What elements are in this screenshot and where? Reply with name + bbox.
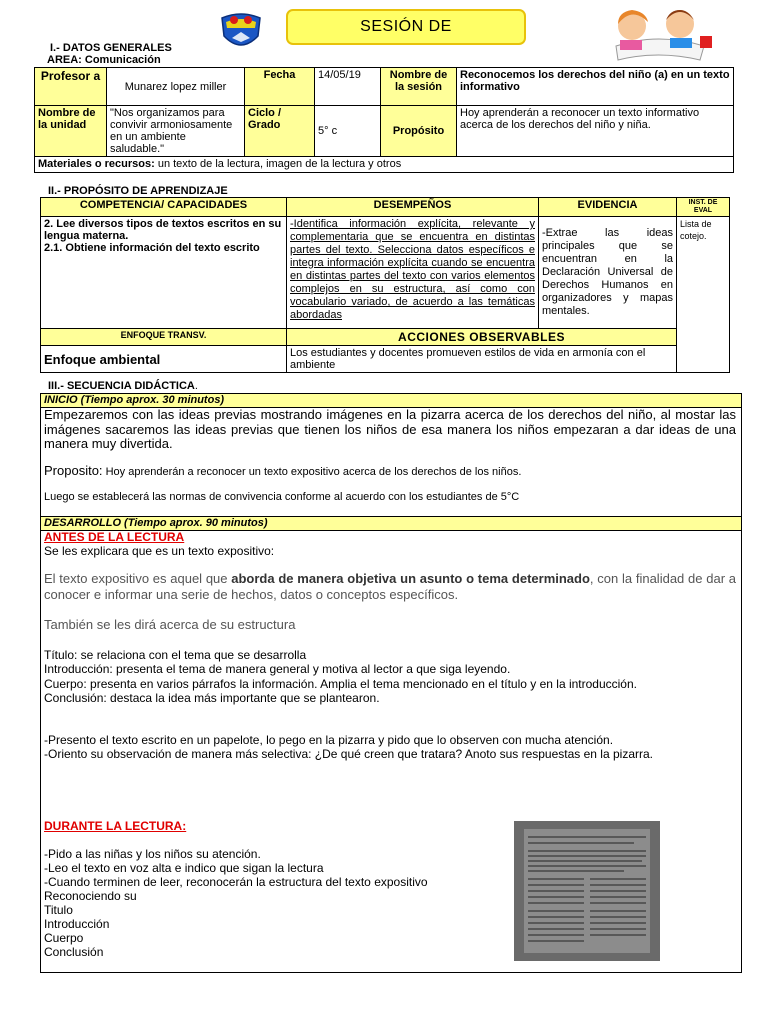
materiales-row xyxy=(35,157,734,173)
definicion-text xyxy=(44,571,736,603)
proposito-heading: II.- PROPÓSITO DE APRENDIZAJE xyxy=(48,185,228,197)
acciones-value: Los estudiantes y docentes promueven estilos de vida en armonía con el ambiente xyxy=(287,346,677,373)
titulo-line: Título: se relaciona con el tema que se desarrolla xyxy=(44,648,307,662)
reconociendo-line: Reconociendo su xyxy=(44,889,137,903)
datos-heading: I.- DATOS GENERALES xyxy=(50,42,172,54)
desempeno-cell: -Identifica información explícita, relevante y complementaria que se encuentra en distintas partes del texto. Selecciona datos específicos e integra información explícita cuando se encuentra en distintas partes del texto con varios elementos complejos en su estructura, así como con vocabulario variado, de acuerdo a las temáticas abordadas xyxy=(287,217,539,329)
list-titulo: Titulo xyxy=(44,903,73,917)
inicio-paragraph: Empezaremos con las ideas previas mostrando imágenes en la pizarra acerca de los derechos del niño, al mostar las imágenes sacaremos las ideas previas que tienen los niños de esa manera los niños empezaran a dar ideas de una manera muy divertida. xyxy=(44,407,736,451)
nombre-unidad-value: "Nos organizamos para convivir armoniosamente en un ambiente saludable." xyxy=(107,106,245,157)
normas-text: Luego se establecerá las normas de convivencia conforme al acuerdo con los estudiantes de 5°C xyxy=(44,491,520,503)
explicara-text: Se les explicara que es un texto expositivo: xyxy=(44,544,275,558)
instrumento-cell: Lista de cotejo. xyxy=(677,217,730,373)
conclusion-line: Conclusión: destaca la idea más importante que se plantearon. xyxy=(44,691,380,705)
competencia-header: COMPETENCIA/ CAPACIDADES xyxy=(41,198,287,217)
profesor-label: Profesor a xyxy=(35,68,107,106)
fecha-label: Fecha xyxy=(245,68,315,106)
definicion-a: El texto expositivo es aquel que xyxy=(44,571,232,586)
durante-heading: DURANTE LA LECTURA: xyxy=(44,819,187,833)
inicio-proposito-label: Proposito: xyxy=(44,463,103,478)
pido-line: -Pido a las niñas y los niños su atención. xyxy=(44,847,261,861)
enfoque-label: ENFOQUE TRANSV. xyxy=(41,329,287,346)
antes-heading: ANTES DE LA LECTURA xyxy=(44,530,185,544)
list-conclusion: Conclusión xyxy=(44,945,104,959)
materiales-label: Materiales o recursos: xyxy=(38,158,155,170)
ciclo-value: 5° c xyxy=(315,106,381,157)
presento-line: -Presento el texto escrito en un papelote, lo pego en la pizarra y pido que lo observen con mucha atención. xyxy=(44,733,614,747)
cuerpo-line: Cuerpo: presenta en varios párrafos la información. Amplia el tema mencionado en el título y en la introducción. xyxy=(44,677,637,691)
inicio-proposito-text: Hoy aprenderán a reconocer un texto expositivo acerca de los derechos de los niños. xyxy=(102,466,522,478)
document-photo-image xyxy=(514,821,660,961)
definicion-b: aborda de manera objetiva un asunto o tema determinado xyxy=(231,571,590,586)
secuencia-heading: III.- SECUENCIA DIDÁCTICA. xyxy=(48,380,198,392)
session-title: SESIÓN DE xyxy=(286,9,526,45)
kids-reading-illustration-icon xyxy=(596,2,720,64)
inicio-bar: INICIO (Tiempo aprox. 30 minutos) xyxy=(41,393,741,408)
acciones-label: ACCIONES OBSERVABLES xyxy=(287,329,677,346)
materiales-value: un texto de la lectura, imagen de la lectura y otros xyxy=(154,158,402,170)
desempenos-header: DESEMPEÑOS xyxy=(287,198,539,217)
nombre-sesion-label: Nombre de la sesión xyxy=(381,68,457,106)
list-introduccion: Introducción xyxy=(44,917,110,931)
desarrollo-bar: DESARROLLO (Tiempo aprox. 90 minutos) xyxy=(41,516,741,531)
inicio-proposito xyxy=(44,464,736,479)
evidencia-header: EVIDENCIA xyxy=(539,198,677,217)
proposito-value: Hoy aprenderán a reconocer un texto informativo acerca de los derechos del niño y niña. xyxy=(457,106,734,157)
competencia-cell xyxy=(41,217,287,329)
secuencia-box xyxy=(40,393,742,973)
introduccion-line: Introducción: presenta el tema de manera general y motiva al lector a que siga leyendo. xyxy=(44,662,511,676)
inst-eval-header: INST. DE EVAL xyxy=(677,198,730,217)
proposito-table xyxy=(40,197,730,373)
cuando-line: -Cuando terminen de leer, reconocerán la estructura del texto expositivo xyxy=(44,875,428,889)
estructura-text: También se les dirá acerca de su estructura xyxy=(44,617,296,632)
leo-line: -Leo el texto en voz alta e indico que sigan la lectura xyxy=(44,861,324,875)
oriento-line: -Oriento su observación de manera más selectiva: ¿De qué creen que tratara? Anoto sus respuestas en la pizarra. xyxy=(44,747,653,761)
nombre-unidad-label: Nombre de la unidad xyxy=(35,106,107,157)
fecha-value: 14/05/19 xyxy=(315,68,381,106)
nombre-sesion-value: Reconocemos los derechos del niño (a) en un texto informativo xyxy=(457,68,734,106)
evidencia-cell: -Extrae las ideas principales que se encuentran en la Declaración Universal de Derechos Humanos en organizadores y mapas mentales. xyxy=(539,217,677,329)
profesor-value: Munarez lopez miller xyxy=(107,68,245,106)
list-cuerpo: Cuerpo xyxy=(44,931,84,945)
competencia-2: 2.1. Obtiene información del texto escrito xyxy=(44,242,260,254)
competencia-1: 2. Lee diversos tipos de textos escritos en su lengua materna. xyxy=(44,218,282,242)
definicion-c: , con la finalidad de dar a conocer e informar una serie de hechos, datos o conceptos específicos. xyxy=(44,571,736,602)
proposito-label: Propósito xyxy=(381,106,457,157)
datos-table xyxy=(34,67,734,173)
school-crest-icon xyxy=(218,12,264,52)
ciclo-label: Ciclo / Grado xyxy=(245,106,315,157)
enfoque-value: Enfoque ambiental xyxy=(41,346,287,373)
area-label: AREA: Comunicación xyxy=(47,54,161,66)
